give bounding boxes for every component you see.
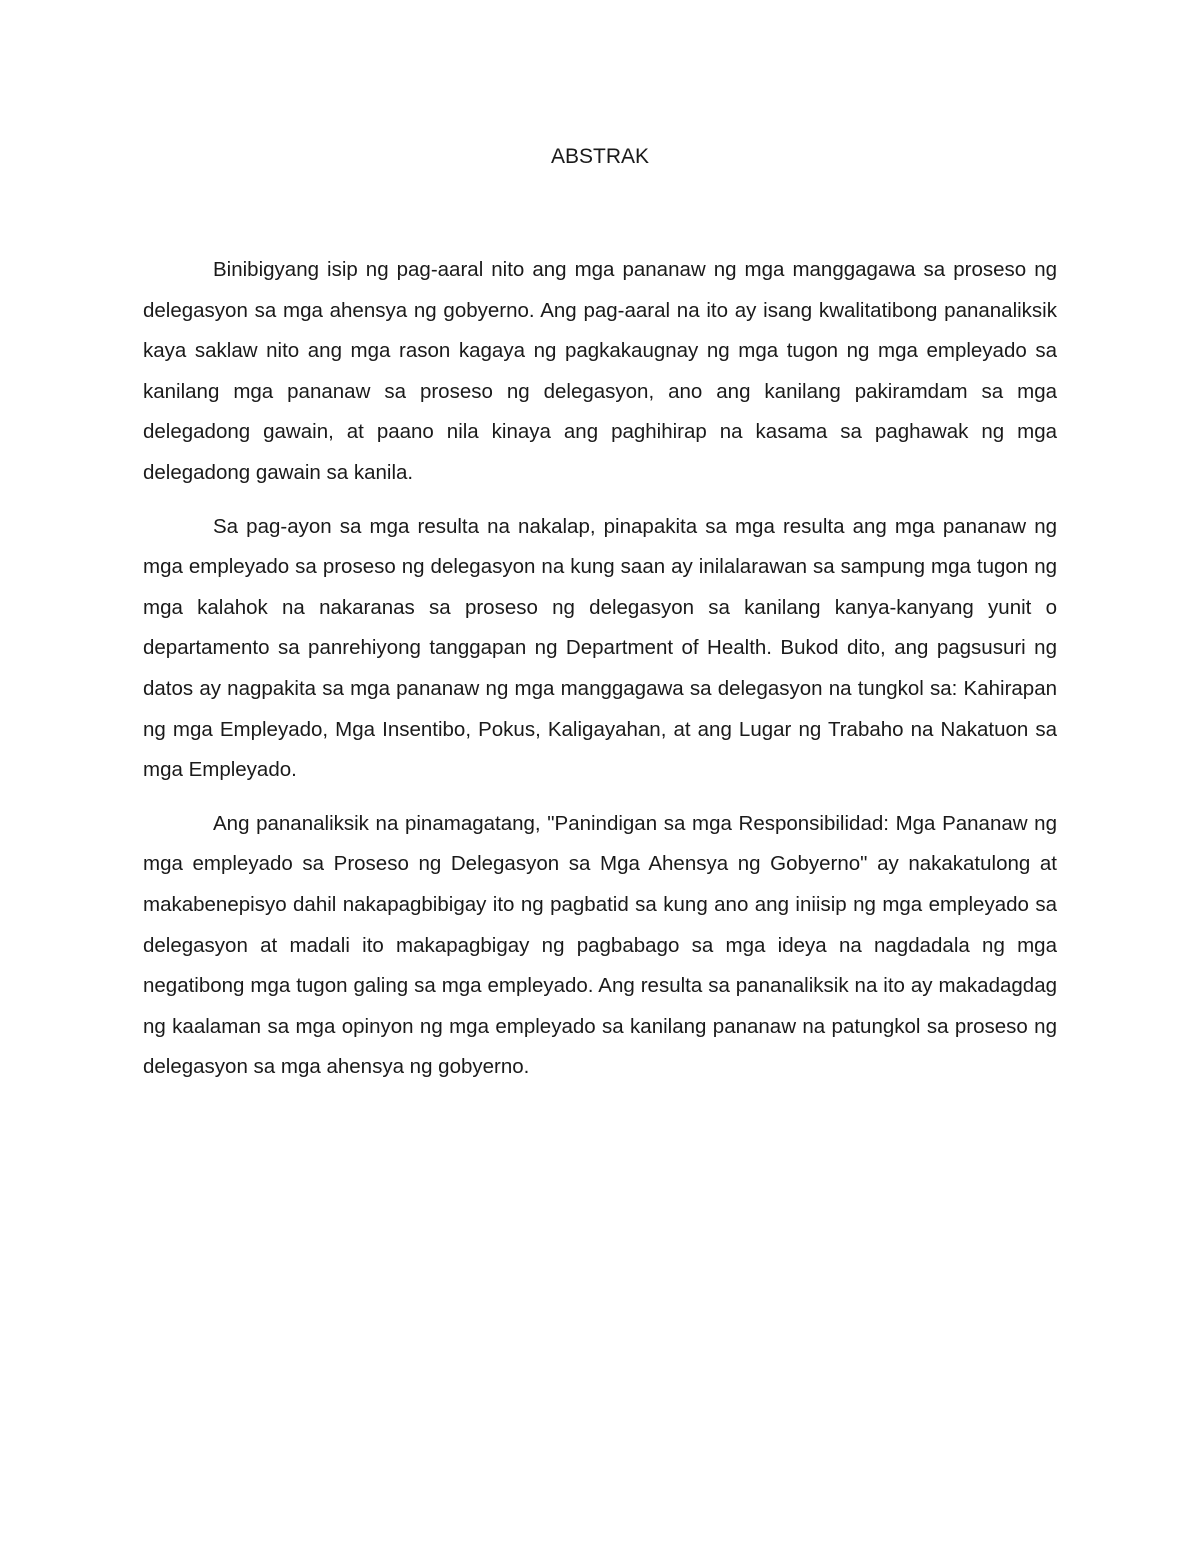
document-title: ABSTRAK	[550, 145, 650, 168]
abstract-paragraph-2: Sa pag-ayon sa mga resulta na nakalap, pinapakita sa mga resulta ang mga pananaw ng mga empleyado sa proseso ng delegasyon na kung saan ay inilalarawan sa sampung mga tugon ng mga kalahok na nakaranas sa proseso ng delegasyon sa kanilang kanya-kanyang yunit o departamento sa panrehiyong tanggapan ng Department of Health. Bukod dito, ang pagsusuri ng datos ay nagpakita sa mga pananaw ng mga manggagawa sa delegasyon na tungkol sa: Kahirapan ng mga Empleyado, Mga Insentibo, Pokus, Kaligayahan, at ang Lugar ng Trabaho na Nakatuon sa mga Empleyado.	[143, 514, 1057, 782]
abstract-paragraph-3: Ang pananaliksik na pinamagatang, "Panindigan sa mga Responsibilidad: Mga Pananaw ng mga empleyado sa Proseso ng Delegasyon sa Mga Ahensya ng Gobyerno" ay nakakatulong at makabenepisyo dahil nakapagbibigay ito ng pagbatid sa kung ano ang iniisip ng mga empleyado sa delegasyon at madali ito makapagbigay ng pagbabago sa mga ideya na nagdadala ng mga negatibong mga tugon galing sa mga empleyado. Ang resulta sa pananaliksik na ito ay makadagdag ng kaalaman sa mga opinyon ng mga empleyado sa kanilang pananaw na patungkol sa proseso ng delegasyon sa mga ahensya ng gobyerno.	[143, 811, 1057, 1079]
abstract-body	[143, 250, 1057, 1101]
abstract-paragraph-1: Binibigyang isip ng pag-aaral nito ang mga pananaw ng mga manggagawa sa proseso ng delegasyon sa mga ahensya ng gobyerno. Ang pag-aaral na ito ay isang kwalitatibong pananaliksik kaya saklaw nito ang mga rason kagaya ng pagkakaugnay ng mga tugon ng mga empleyado sa kanilang mga pananaw sa proseso ng delegasyon, ano ang kanilang pakiramdam sa mga delegadong gawain, at paano nila kinaya ang paghihirap na kasama sa paghawak ng mga delegadong gawain sa kanila.	[143, 258, 1057, 484]
